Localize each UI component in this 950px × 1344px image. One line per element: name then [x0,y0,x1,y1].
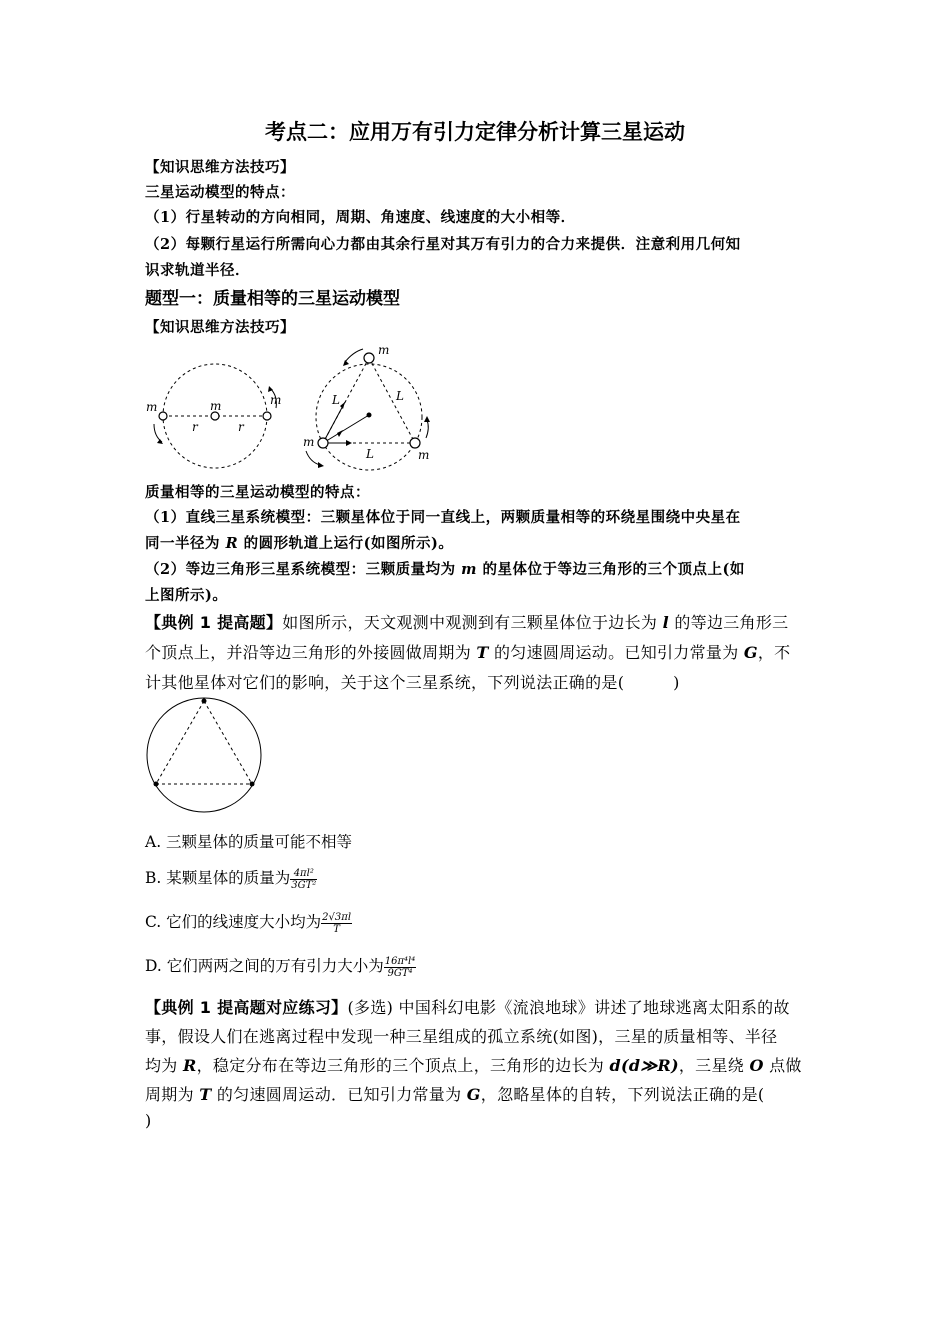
label-r-left: r [192,420,198,434]
option-D: D. 它们两两之间的万有引力大小为 $\frac{\text{16π⁴l⁴}}{\text{9GT⁴}}$ [145,955,416,979]
option-D-fraction: $\frac{\text{16π⁴l⁴}}{\text{9GT⁴}}$ [384,955,416,979]
example1-tag: 【典例 1 提高题】 [145,613,283,632]
practice-line-4: 周期为 T 的匀速圆周运动．已知引力常量为 G，忽略星体的自转，下列说法正确的是( [145,1085,765,1104]
section-intro: 三星运动模型的特点： [145,184,295,201]
example1-line-2: 个顶点上，并沿等边三角形的外接圆做周期为 T 的匀速圆周运动。已知引力常量为 G，不 [145,643,791,662]
practice-line-1: 【典例 1 提高题对应练习】(多选) 中国科幻电影《流浪地球》讲述了地球逃离太阳系的故 [145,998,790,1017]
type1-heading: 题型一：质量相等的三星运动模型 [145,289,400,309]
feature-2-line-2: 上图所示)。 [145,587,228,604]
type1-header: 【知识思维方法技巧】 [145,320,295,336]
section-header-knowledge: 【知识思维方法技巧】 [145,160,295,176]
practice-line-2: 事，假设人们在逃离过程中发现一种三星组成的孤立系统(如图)，三星的质量相等、半径 [145,1027,778,1046]
example1-line-3: 计其他星体对它们的影响，关于这个三星系统，下列说法正确的是( ) [145,673,680,692]
option-A: A. 三颗星体的质量可能不相等 [145,833,353,851]
practice-tag: 【典例 1 提高题对应练习】 [145,998,348,1017]
point-2-line-1: （2）每颗行星运行所需向心力都由其余行星对其万有引力的合力来提供．注意利用几何知 [145,236,741,253]
triangle-three-star-figure [303,343,430,470]
feature-1-line-2: 同一半径为 R 的圆形轨道上运行(如图所示)。 [145,535,454,552]
label-L-right: L [396,389,404,403]
three-star-model-figures [140,338,450,473]
example1-line-1: 【典例 1 提高题】如图所示，天文观测中观测到有三颗星体位于边长为 l 的等边三角形三 [145,613,789,632]
label-m-left: m [146,400,158,414]
point-2-line-2: 识求轨道半径． [145,262,250,279]
practice-line-5: ) [145,1111,152,1130]
feature-1-line-1: （1）直线三星系统模型：三颗星体位于同一直线上，两颗质量相等的环绕星围绕中央星在 [145,509,741,526]
feature-2-line-1: （2）等边三角形三星系统模型：三颗质量均为 m 的星体位于等边三角形的三个顶点上(如 [145,561,745,578]
label-m-bottom-right: m [418,448,430,462]
label-m-right: m [270,393,282,407]
practice-line-3: 均为 R，稳定分布在等边三角形的三个顶点上，三角形的边长为 d(d≫R)，三星绕 O 点做 [145,1056,802,1075]
label-L-bottom: L [366,447,374,461]
label-L-left: L [332,393,340,407]
label-r-right: r [238,420,244,434]
example1-figure [144,695,266,817]
label-m-bottom-left: m [303,435,315,449]
point-1: （1）行星转动的方向相同，周期、角速度、线速度的大小相等． [145,209,576,226]
label-m-top: m [378,343,390,357]
label-m-center: m [210,399,222,413]
option-C: C. 它们的线速度大小均为 $\frac{2√3\pi l}{T}$ [145,911,352,935]
option-C-fraction: $\frac{2√3\pi l}{T}$ [322,911,352,935]
linear-three-star-figure [146,364,281,468]
features-intro: 质量相等的三星运动模型的特点： [145,484,370,501]
option-B-fraction: $\frac{\text{4πl²}}{\text{3GT²}}$ [291,867,317,891]
page-title: 考点二：应用万有引力定律分析计算三星运动 [265,120,685,144]
option-B: B. 某颗星体的质量为 $\frac{\text{4πl²}}{\text{3GT²}}$ [145,867,317,891]
